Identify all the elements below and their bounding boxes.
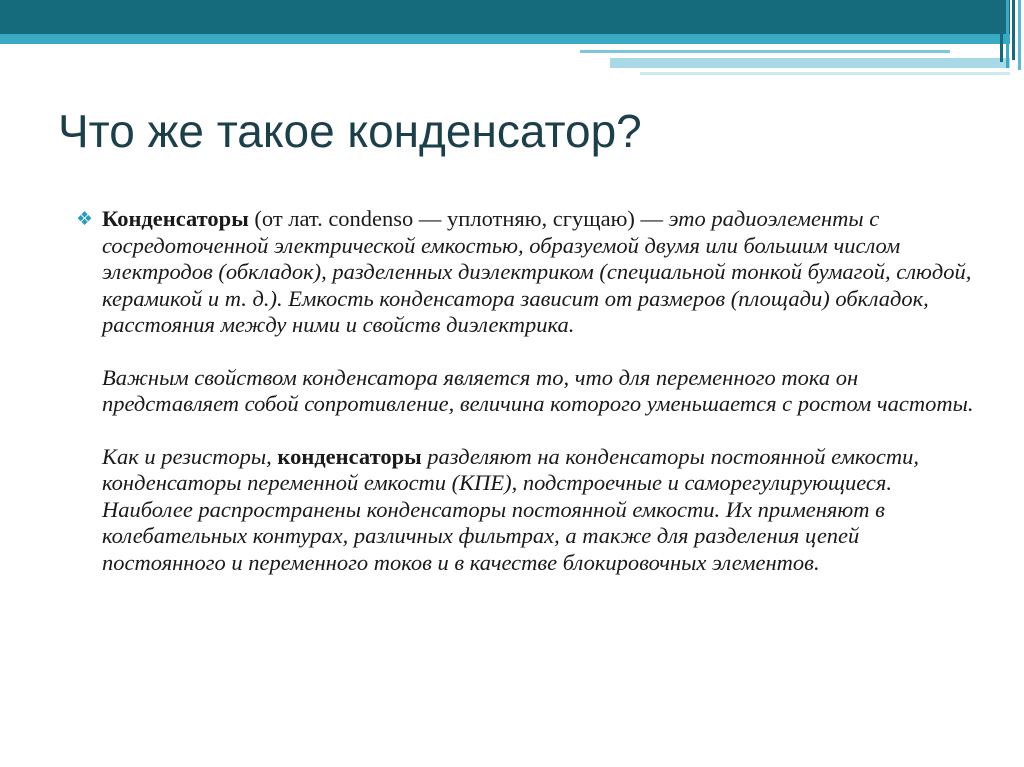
corner-stripe bbox=[1006, 0, 1009, 68]
bullet-body bbox=[102, 206, 976, 576]
etymology-text: (от лат. condenso — уплотняю, сгущаю) — bbox=[248, 206, 669, 231]
term-bold: Конденсаторы bbox=[102, 206, 249, 231]
header-bar-light bbox=[0, 34, 1010, 44]
slide-title: Что же такое конденсатор? bbox=[58, 105, 642, 157]
property-text: Важным свойством конденсатора является то, что для переменного тока он представляет собой сопротивление, величина которого уменьшается с ростом частоты. bbox=[102, 364, 974, 416]
corner-stripe bbox=[1018, 0, 1021, 70]
property-paragraph bbox=[102, 365, 976, 418]
header-accent-band bbox=[610, 58, 1010, 68]
definition-paragraph bbox=[102, 206, 976, 339]
diamond-bullet-icon: ❖ bbox=[76, 208, 94, 230]
classification-lead: Как и резисторы, bbox=[102, 443, 278, 469]
term-bold: конденсаторы bbox=[277, 443, 422, 469]
classification-paragraph bbox=[102, 444, 976, 577]
classification-text: разделяют на конденсаторы постоянной емкости, конденсаторы переменной емкости (КПЕ), подстроечные и саморегулирующиеся. Наиболее распространены конденсаторы постоянной емкости. Их применяют в колебательных контурах, различных фильтрах, а также для разделения цепей постоянного и переменного токов и в качестве блокировочных элементов. bbox=[102, 443, 919, 575]
corner-stripe bbox=[1012, 0, 1015, 60]
header-bar-dark bbox=[0, 0, 1010, 34]
slide-content bbox=[76, 206, 976, 576]
corner-stripe bbox=[1000, 0, 1003, 62]
header-accent-line bbox=[580, 50, 950, 53]
header-accent-line bbox=[640, 72, 1010, 75]
definition-text: это радиоэлементы с сосредоточенной электрической емкостью, образуемой двумя или большим числом электродов (обкладок), разделенных диэлектриком (специальной тонкой бумагой, слюдой, керамикой и т. д.). Емкость конденсатора зависит от размеров (площади) обкладок, расстояния между ними и свойств диэлектрика. bbox=[102, 206, 972, 337]
